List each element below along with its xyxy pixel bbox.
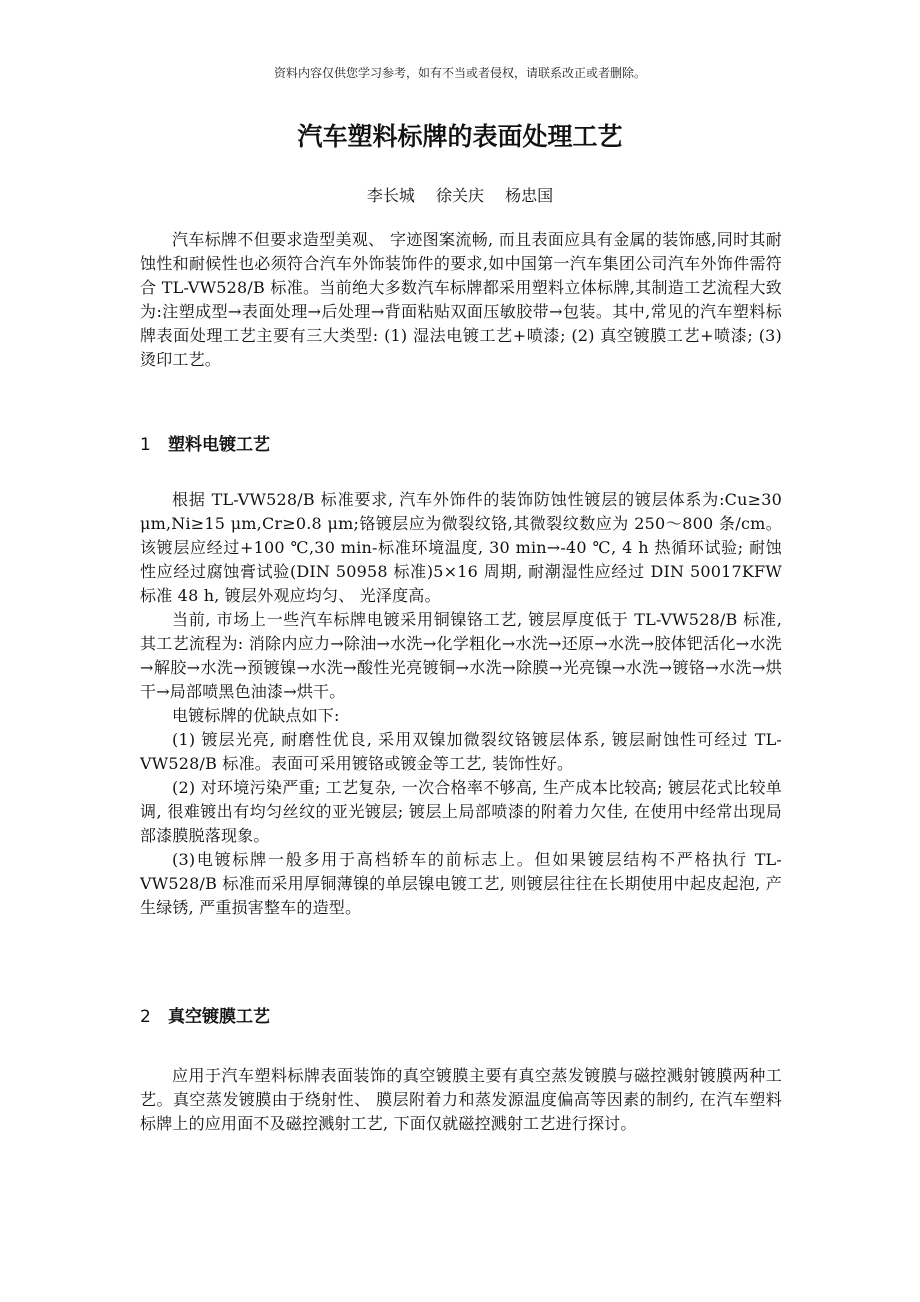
section-title: 塑料电镀工艺 [168, 435, 270, 455]
section-number: 2 [140, 1007, 151, 1027]
section-title: 真空镀膜工艺 [168, 1007, 270, 1027]
body-paragraph: (1) 镀层光亮, 耐磨性优良, 采用双镍加微裂纹铬镀层体系, 镀层耐蚀性可经过 TL-VW528/B 标准。表面可采用镀铬或镀金等工艺, 装饰性好。 [140, 730, 782, 773]
author-name: 李长城 [366, 186, 415, 205]
author-name: 徐关庆 [435, 186, 484, 205]
body-paragraph: 应用于汽车塑料标牌表面装饰的真空镀膜主要有真空蒸发镀膜与磁控溅射镀膜两种工艺。真空蒸发镀膜由于绕射性、 膜层附着力和蒸发源温度偏高等因素的制约, 在汽车塑料标牌上的应用面不及磁控溅射工艺, 下面仅就磁控溅射工艺进行探讨。 [140, 1066, 782, 1133]
author-list [0, 184, 920, 208]
body-paragraph: 电镀标牌的优缺点如下: [172, 706, 340, 725]
section-number: 1 [140, 435, 151, 455]
body-paragraph: (3)电镀标牌一般多用于高档轿车的前标志上。但如果镀层结构不严格执行 TL-VW528/B 标准而采用厚铜薄镍的单层镍电镀工艺, 则镀层往往在长期使用中起皮起泡, 产生绿锈, 严重损害整车的造型。 [140, 850, 782, 917]
intro-section [140, 228, 782, 372]
section-body-2 [140, 1064, 782, 1136]
disclaimer-notice: 资料内容仅供您学习参考，如有不当或者侵权，请联系改正或者删除。 [273, 66, 646, 80]
section-body-1 [140, 488, 782, 920]
section-heading-1 [140, 432, 782, 458]
author-name: 杨忠国 [505, 186, 554, 205]
body-paragraph: 根据 TL-VW528/B 标准要求, 汽车外饰件的装饰防蚀性镀层的镀层体系为:Cu≥30 μm,Ni≥15 μm,Cr≥0.8 μm;铬镀层应为微裂纹铬,其微裂纹数应为 250～800 条/cm。该镀层应经过+100 ℃,30 min-标准环境温度, 30 min→-40 ℃, 4 h 热循环试验; 耐蚀性应经过腐蚀膏试验(DIN 50958 标准)5×16 周期, 耐潮湿性应经过 DIN 50017KFW 标准 48 h, 镀层外观应均匀、 光泽度高。 [140, 490, 782, 605]
body-paragraph: (2) 对环境污染严重; 工艺复杂, 一次合格率不够高, 生产成本比较高; 镀层花式比较单调, 很难镀出有均匀丝纹的亚光镀层; 镀层上局部喷漆的附着力欠佳, 在使用中经常出现局部漆膜脱落现象。 [140, 778, 782, 845]
section-heading-2 [140, 1004, 782, 1030]
body-paragraph: 当前, 市场上一些汽车标牌电镀采用铜镍铬工艺, 镀层厚度低于 TL-VW528/B 标准, 其工艺流程为: 消除内应力→除油→水洗→化学粗化→水洗→还原→水洗→胶体钯活化→水洗→解胶→水洗→预镀镍→水洗→酸性光亮镀铜→水洗→除膜→光亮镍→水洗→镀铬→水洗→烘干→局部喷黑色油漆→烘干。 [140, 610, 782, 701]
article-title: 汽车塑料标牌的表面处理工艺 [297, 122, 623, 151]
intro-paragraph: 汽车标牌不但要求造型美观、 字迹图案流畅, 而且表面应具有金属的装饰感,同时其耐蚀性和耐候性也必须符合汽车外饰装饰件的要求,如中国第一汽车集团公司汽车外饰件需符合 TL-VW528/B 标准。当前绝大多数汽车标牌都采用塑料立体标牌,其制造工艺流程大致为:注塑成型→表面处理→后处理→背面粘贴双面压敏胶带→包装。其中,常见的汽车塑料标牌表面处理工艺主要有三大类型: (1) 湿法电镀工艺+喷漆; (2) 真空镀膜工艺+喷漆; (3) 烫印工艺。 [140, 230, 782, 369]
